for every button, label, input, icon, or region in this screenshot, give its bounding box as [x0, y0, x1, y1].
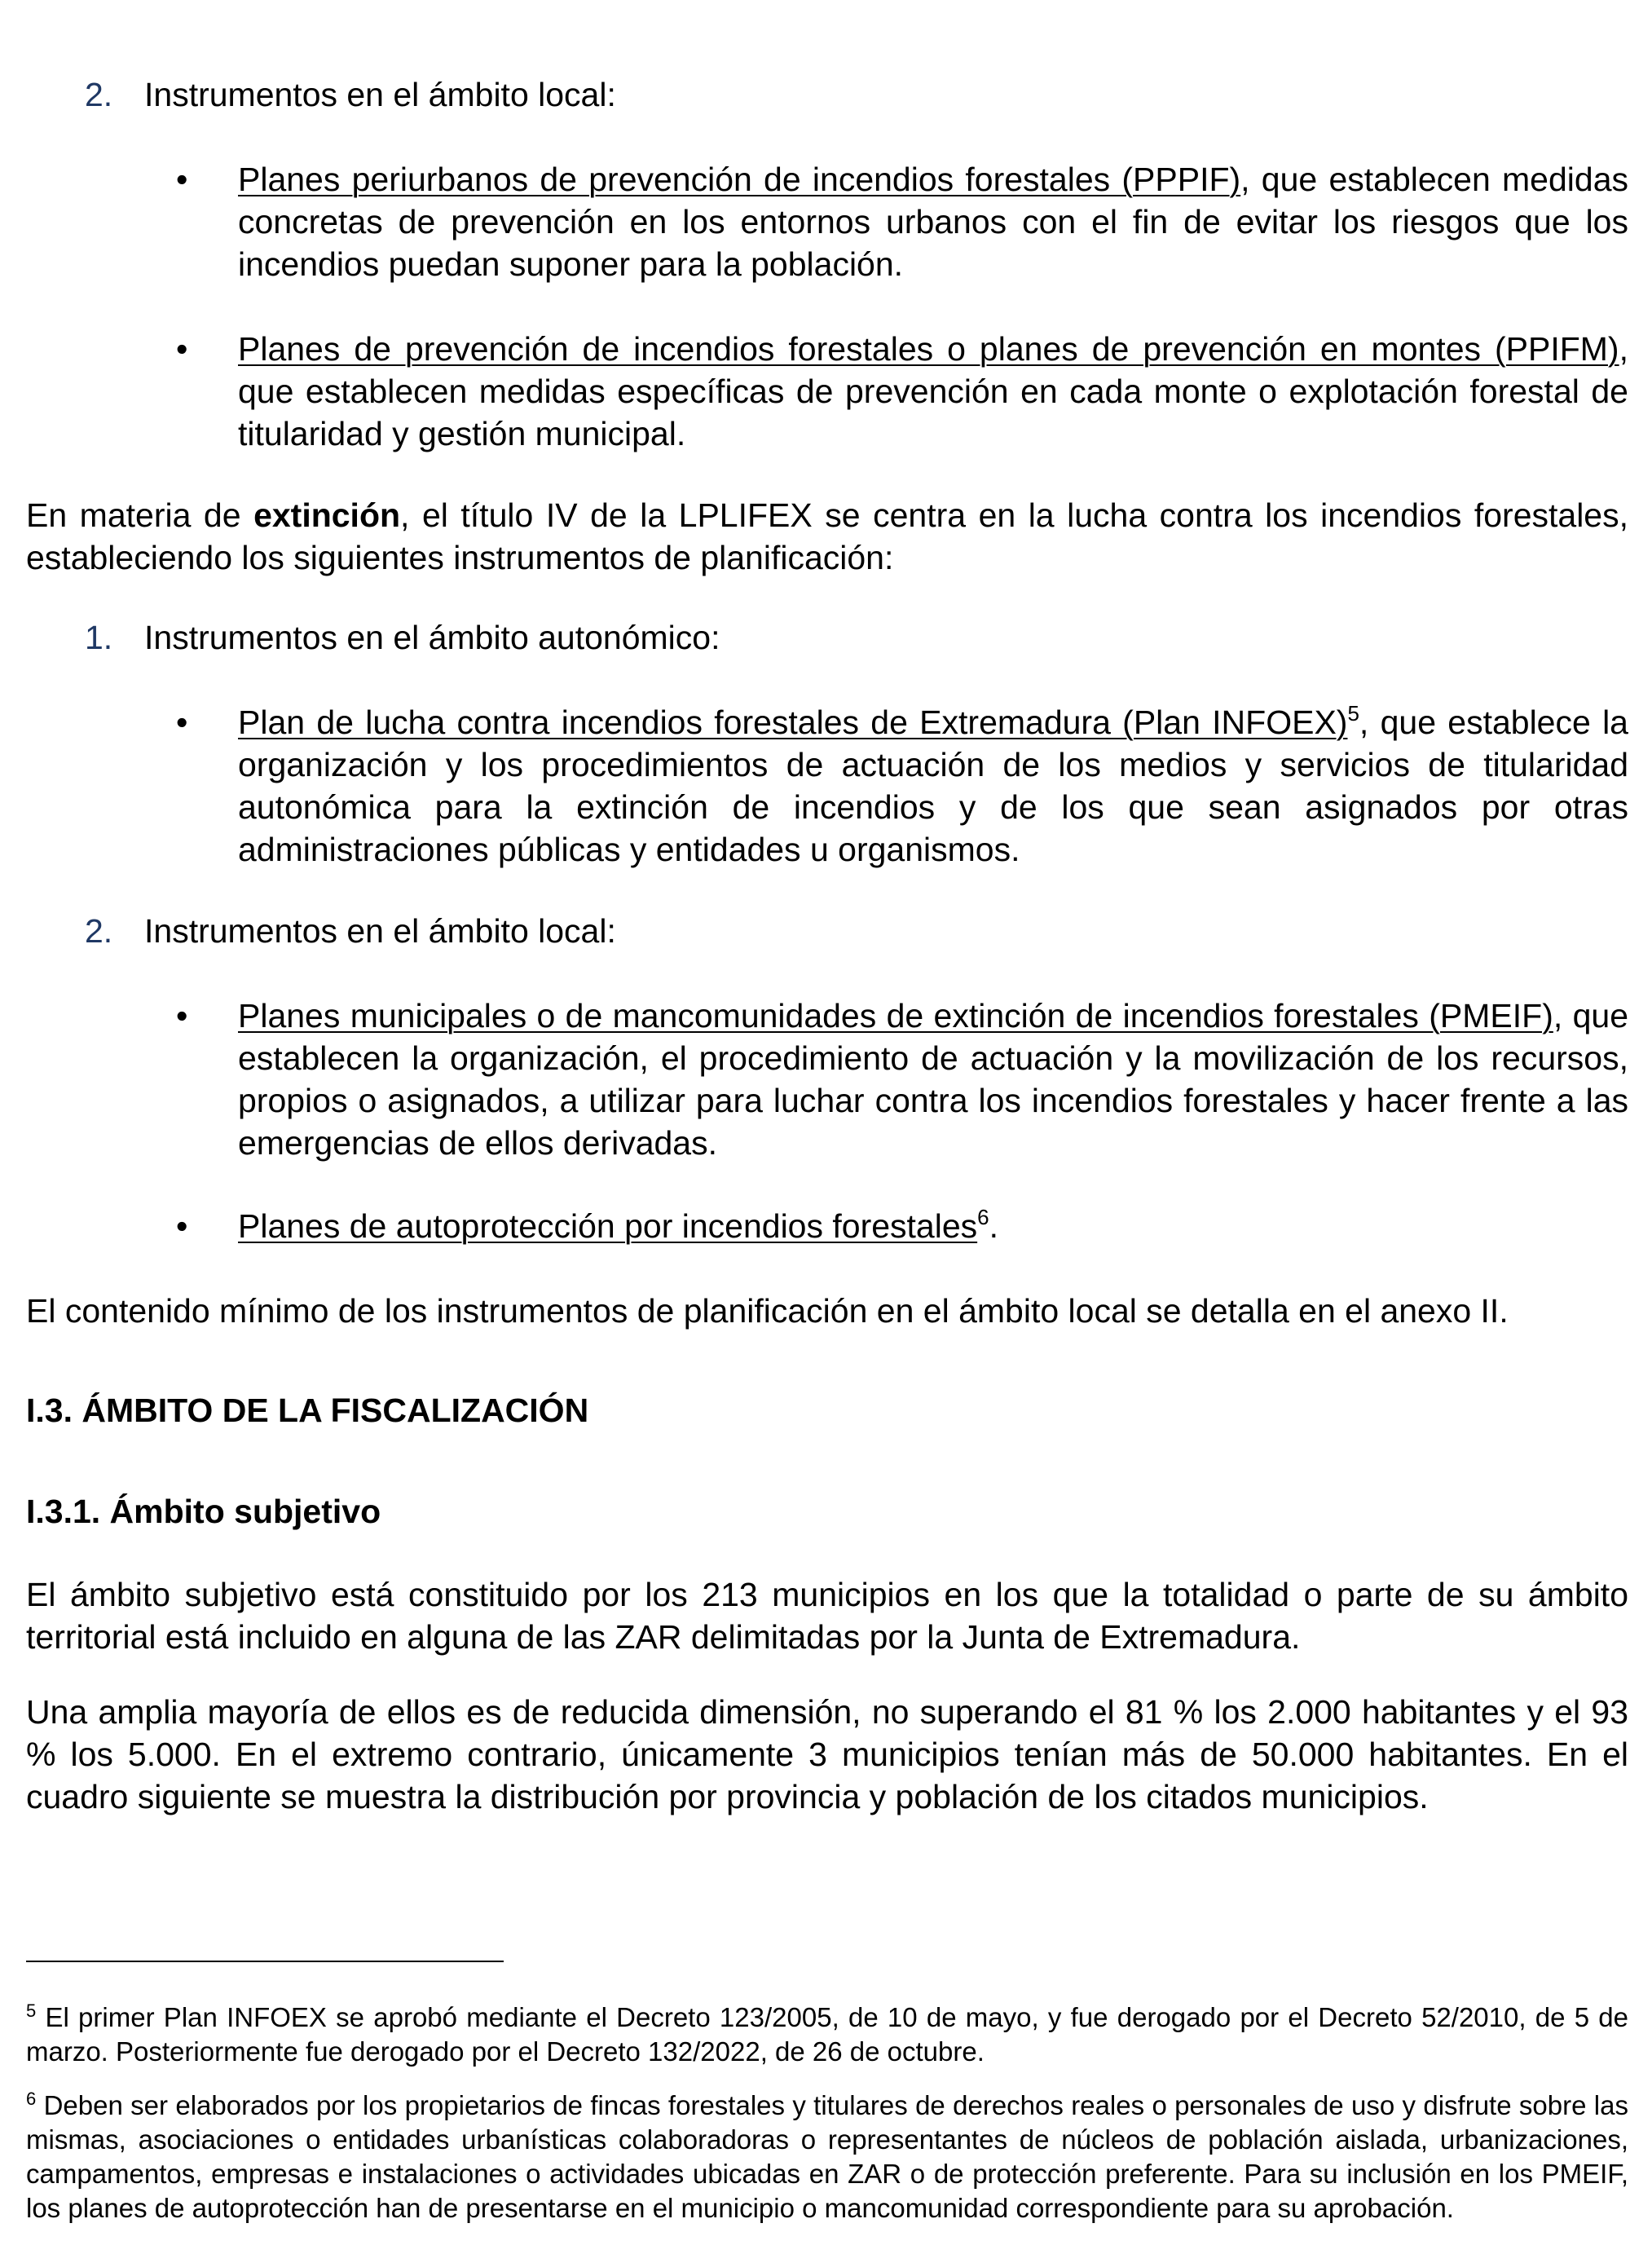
footnote-5: $^5$ El primer Plan INFOEX se aprobó mediante el Decreto 123/2005, de 10 de mayo, y fue derogado por el Decreto 52/2010, de 5 de marzo. Posteriormente fue derogado por el Decreto 132/2022, de 26 de octubre. — [26, 2001, 1628, 2067]
bullet-icon: • — [176, 1207, 188, 1245]
underlined-term: Planes periurbanos de prevención de incendios forestales (PPPIF) — [238, 161, 1241, 198]
underlined-term: Planes de prevención de incendios forestales o planes de prevención en montes (PPIFM) — [238, 330, 1619, 368]
footnote-ref[interactable]: 6 — [977, 1205, 989, 1229]
list-item — [238, 995, 1628, 1164]
footnote-mark: 5 — [26, 2001, 37, 2021]
underlined-term: Planes de autoprotección por incendios forestales — [238, 1207, 978, 1245]
paragraph-subjetivo: El ámbito subjetivo está constituido por los 213 municipios en los que la totalidad o parte de su ámbito territorial está incluido en alguna de las ZAR delimitadas por la Junta de Extremadura. — [26, 1576, 1628, 1656]
paragraph-extincion: En materia de extinción, el título IV de la LPLIFEX se centra en la lucha contra los incendios forestales, estableciendo los siguientes instrumentos de planificación: — [26, 496, 1629, 576]
list-item: Planes de autoprotección por incendios forestales$^6$. — [238, 1205, 998, 1245]
underlined-term: Plan de lucha contra incendios forestales de Extremadura (Plan INFOEX) — [238, 704, 1348, 741]
bullet-icon: • — [176, 330, 188, 368]
subsection-heading: I.3.1. Ámbito subjetivo — [26, 1493, 381, 1530]
footnote-6: $^6$ Deben ser elaborados por los propietarios de fincas forestales y titulares de derechos reales o personales de uso y disfrute sobre las mismas, asociaciones o entidades urbanísticas colaboradoras o representantes de núcleos de población aislada, urbanizaciones, campamentos, empresas e instalaciones o actividades ubicadas en ZAR o de protección preferente. Para su inclusión en los PMEIF, los planes de autoprotección han de presentarse en el municipio o mancomunidad correspondiente para su aprobación. — [26, 2089, 1628, 2223]
section-heading: I.3. ÁMBITO DE LA FISCALIZACIÓN — [26, 1392, 589, 1429]
list-item-label: Instrumentos en el ámbito local: — [144, 912, 616, 950]
list-number: 1. — [85, 619, 113, 656]
bullet-icon: • — [176, 997, 188, 1034]
paragraph-mayoria: Una amplia mayoría de ellos es de reducida dimensión, no superando el 81 % los 2.000 habitantes y el 93 % los 5.000. En el extremo contrario, únicamente 3 municipios tenían más de 50.000 habitantes. En el cuadro siguiente se muestra la distribución por provincia y población de los citados municipios. — [26, 1693, 1628, 1815]
paragraph-contenido: El contenido mínimo de los instrumentos de planificación en el ámbito local se detalla en el anexo II. — [26, 1292, 1509, 1330]
list-item — [238, 701, 1628, 871]
footnote-mark: 6 — [26, 2089, 37, 2109]
list-item-text: , que establecen medidas específicas de prevención en cada monte o explotación forestal de titularidad y gestión municipal. — [238, 330, 1628, 452]
list-item-label: Instrumentos en el ámbito local: — [144, 76, 616, 113]
list-item-text: , que establecen medidas concretas de prevención en los entornos urbanos con el fin de evitar los riesgos que los incendios puedan suponer para la población. — [238, 161, 1628, 283]
footnote-ref[interactable]: 5 — [1347, 701, 1359, 726]
list-item — [238, 328, 1628, 455]
bold-term: extinción — [253, 496, 401, 534]
list-item-label: Instrumentos en el ámbito autonómico: — [144, 619, 720, 656]
list-number: 2. — [85, 76, 113, 113]
bullet-icon: • — [176, 161, 188, 198]
footnote-separator — [26, 1961, 504, 1962]
bullet-icon: • — [176, 704, 188, 741]
underlined-term: Planes municipales o de mancomunidades de extinción de incendios forestales (PMEIF) — [238, 997, 1553, 1034]
list-item — [238, 158, 1628, 285]
list-number: 2. — [85, 912, 113, 950]
list-item-text: , que establecen la organización, el procedimiento de actuación y la movilización de los recursos, propios o asignados, a utilizar para luchar contra los incendios forestales y hacer frente a las emergencias de ellos derivadas. — [238, 997, 1628, 1162]
list-item-text: , que establece la organización y los procedimientos de actuación de los medios y servicios de titularidad autonómica para la extinción de incendios y de los que sean asignados por otras administraciones públicas y entidades u organismos. — [238, 704, 1628, 868]
